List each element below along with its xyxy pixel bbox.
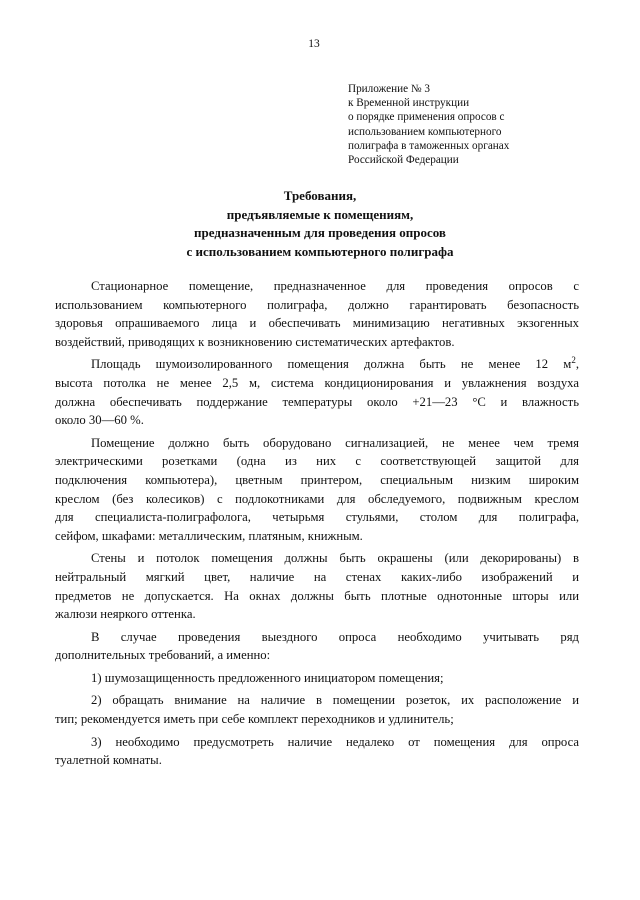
annex-header — [348, 82, 598, 167]
title-line: с использованием компьютерного полиграфа — [186, 243, 454, 259]
text-line: около 30—60 %. — [55, 413, 144, 428]
document-title — [60, 187, 580, 261]
page-number: 13 — [308, 38, 320, 50]
text-line: 3) необходимо предусмотреть наличие недалеко от помещения для опроса — [91, 734, 579, 749]
annex-line: Российской Федерации — [348, 154, 459, 167]
text-line: электрическими розетками (одна из них с соответствующей защитой для — [55, 454, 579, 469]
document-body — [55, 277, 579, 774]
text-line: нейтральный мягкий цвет, наличие на стенах каких-либо изображений и — [55, 569, 579, 584]
paragraph-room-area — [55, 355, 579, 429]
text-line: жалюзи неяркого оттенка. — [55, 607, 196, 622]
title-line: Требования, — [283, 188, 357, 203]
paragraph-stationary-room — [55, 277, 579, 351]
paragraph-equipment — [55, 434, 579, 546]
text-line: 1) шумозащищенность предложенного инициатором помещения; — [91, 670, 444, 685]
annex-line: к Временной инструкции — [348, 97, 470, 110]
annex-line: полиграфа в таможенных органах — [348, 139, 510, 152]
area-superscript: 2 — [571, 355, 576, 366]
annex-line: о порядке применения опросов с — [348, 111, 505, 124]
title-line: предъявляемые к помещениям, — [226, 206, 414, 222]
annex-line: Приложение № 3 — [348, 83, 430, 95]
text-line: В случае проведения выездного опроса необходимо учитывать ряд — [91, 629, 579, 644]
annex-line: использованием компьютерного — [348, 125, 502, 138]
text-line: тип; рекомендуется иметь при себе комплект переходников и удлинитель; — [55, 712, 454, 727]
text-line: креслом (без колесиков) с подлокотниками для обследуемого, подвижным креслом — [55, 491, 579, 506]
text-line: туалетной комнаты. — [55, 753, 162, 768]
text-line: для специалиста-полиграфолога, четырьмя стульями, столом для полиграфа, — [55, 510, 579, 525]
text-line: дополнительных требований, а именно: — [55, 648, 271, 663]
list-item-3 — [55, 733, 579, 770]
text-line: Стены и потолок помещения должны быть окрашены (или декорированы) в — [91, 551, 579, 566]
text-line: использованием компьютерного полиграфа, должно гарантировать безопасность — [55, 297, 579, 312]
text-line: высота потолка не менее 2,5 м, система кондиционирования и увлажнения воздуха — [55, 375, 579, 390]
text-line: Стационарное помещение, предназначенное для проведения опросов с — [91, 279, 579, 293]
text-line — [55, 355, 579, 374]
title-line: предназначенным для проведения опросов — [194, 225, 446, 240]
paragraph-field-survey — [55, 628, 579, 665]
text-line: подключения компьютера), цветным принтером, специальным низким широким — [55, 472, 579, 487]
text-line: предметов не допускается. На окнах должны быть плотные однотонные шторы или — [55, 588, 579, 603]
area-comma: , — [575, 357, 579, 372]
area-text: Площадь шумоизолированного помещения должна быть не менее 12 м — [91, 357, 572, 372]
text-line: должна обеспечивать поддержание температуры около +21—23 °С и влажность — [55, 394, 579, 409]
text-line: здоровья опрашиваемого лица и обеспечивать минимизацию негативных экзогенных — [55, 316, 579, 331]
text-line: воздействий, приводящих к возникновению систематических артефактов. — [55, 334, 455, 349]
list-item-2 — [55, 691, 579, 728]
text-line: сейфом, шкафами: металлическим, платяным, книжным. — [55, 528, 363, 543]
paragraph-walls — [55, 549, 579, 623]
text-line: Помещение должно быть оборудовано сигнализацией, не менее чем тремя — [91, 435, 579, 450]
text-line: 2) обращать внимание на наличие в помещении розеток, их расположение и — [91, 693, 579, 708]
list-item-1 — [55, 669, 579, 688]
